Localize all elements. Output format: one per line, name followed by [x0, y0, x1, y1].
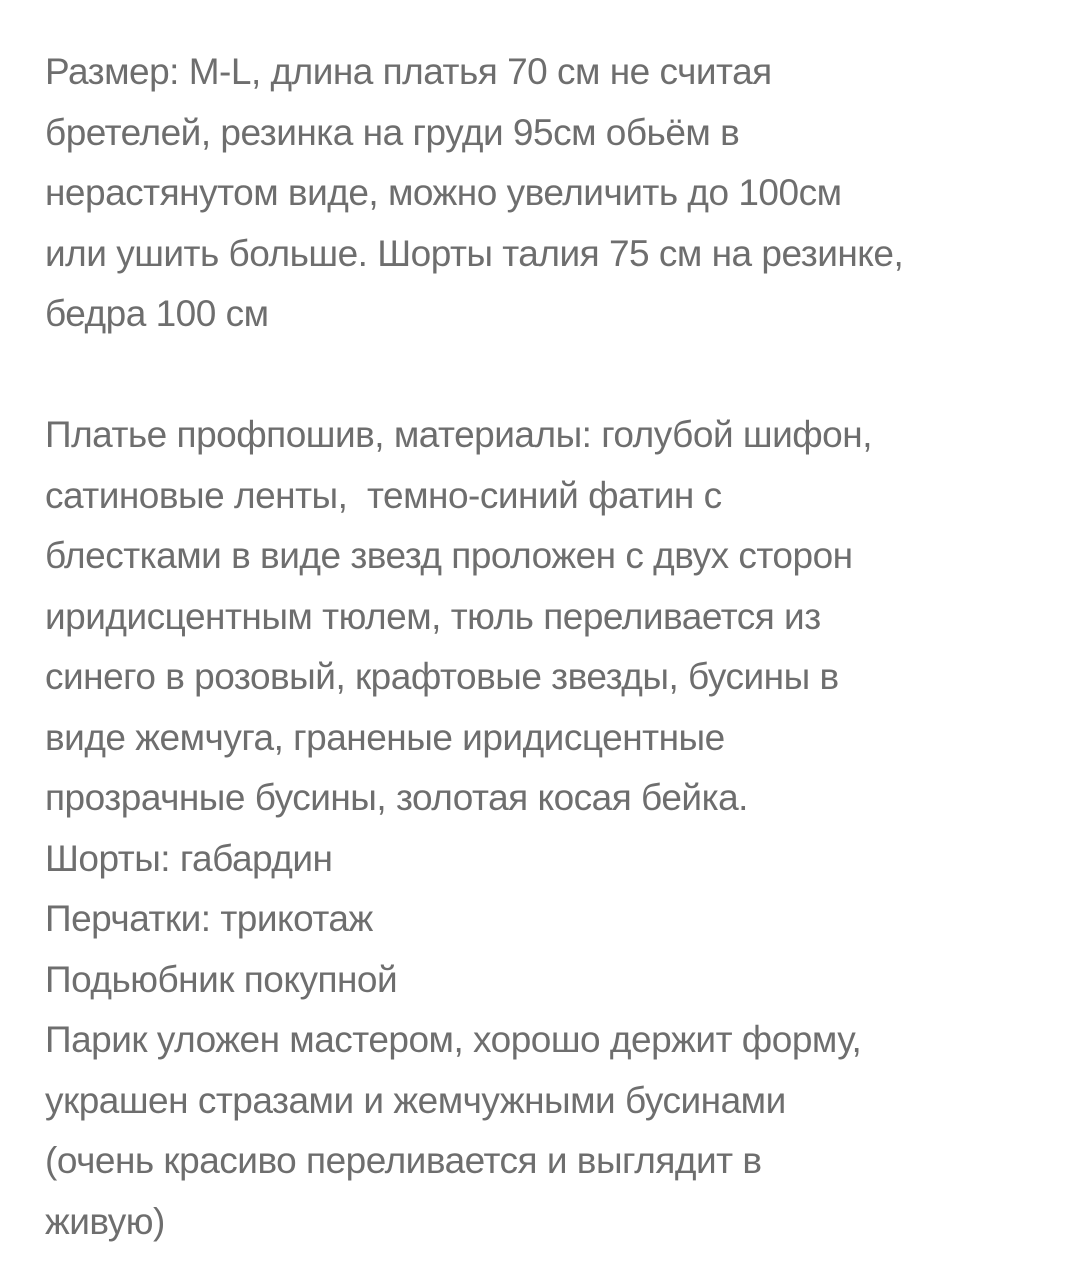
text-line: или ушить больше. Шорты талия 75 см на резинке, — [45, 232, 904, 274]
text-line: Перчатки: трикотаж — [45, 898, 373, 939]
text-line: виде жемчуга, граненые иридисцентные — [45, 716, 725, 758]
text-line: иридисцентным тюлем, тюль переливается из — [45, 595, 821, 637]
size-paragraph — [45, 42, 1045, 345]
text-line: живую) — [45, 1200, 165, 1242]
description-text — [45, 42, 1045, 1252]
text-line: Платье профпошив, материалы: голубой шифон, — [45, 414, 872, 455]
text-line: Размер: M-L, длина платья 70 см не считая — [45, 51, 772, 92]
text-line: нерастянутом виде, можно увеличить до 100см — [45, 172, 842, 213]
text-line: бретелей, резинка на груди 95см обьём в — [45, 111, 740, 153]
text-line: украшен стразами и жемчужными бусинами — [45, 1079, 786, 1121]
text-line: сатиновые ленты, темно-синий фатин с — [45, 474, 722, 516]
text-line: блестками в виде звезд проложен с двух сторон — [45, 535, 853, 576]
text-line: Подьюбник покупной — [45, 958, 398, 1000]
text-line: прозрачные бусины, золотая косая бейка. — [45, 777, 748, 818]
text-line: синего в розовый, крафтовые звезды, бусины в — [45, 656, 839, 697]
materials-paragraph — [45, 405, 1045, 1252]
text-line: бедра 100 см — [45, 293, 269, 334]
text-line: Парик уложен мастером, хорошо держит форму, — [45, 1019, 862, 1060]
text-line: Шорты: габардин — [45, 837, 333, 879]
paragraph-gap — [45, 345, 1045, 406]
text-line: (очень красиво переливается и выглядит в — [45, 1140, 762, 1181]
